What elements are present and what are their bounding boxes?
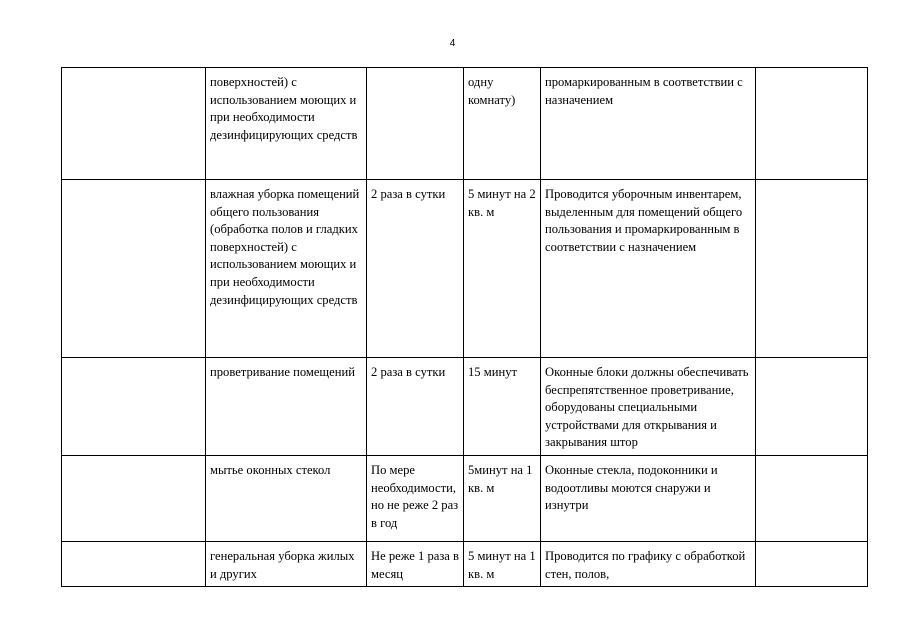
table-cell-activity: мытье оконных стекол — [206, 455, 367, 541]
table-cell-extra — [756, 541, 868, 586]
table-cell-number — [62, 358, 206, 456]
table-cell-number — [62, 455, 206, 541]
table-cell-number — [62, 68, 206, 180]
table-cell-number — [62, 180, 206, 358]
table-row — [62, 541, 868, 586]
table-cell-notes: Проводится по графику с обработкой стен, полов, — [541, 541, 756, 586]
table-cell-frequency: По мере необходимости, но не реже 2 раз в год — [367, 455, 464, 541]
table-cell-frequency: 2 раза в сутки — [367, 358, 464, 456]
table-row — [62, 180, 868, 358]
table-cell-notes: Оконные стекла, подоконники и водоотливы моются снаружи и изнутри — [541, 455, 756, 541]
table-cell-duration: 5 минут на 2 кв. м — [464, 180, 541, 358]
table-cell-notes: Оконные блоки должны обеспечивать беспрепятственное проветривание, оборудованы специальными устройствами для открывания и закрывания штор — [541, 358, 756, 456]
table-cell-frequency: 2 раза в сутки — [367, 180, 464, 358]
table-cell-extra — [756, 68, 868, 180]
table-cell-activity: проветривание помещений — [206, 358, 367, 456]
table-cell-extra — [756, 455, 868, 541]
table-cell-duration: 5 минут на 1 кв. м — [464, 541, 541, 586]
table-cell-extra — [756, 358, 868, 456]
table-row — [62, 68, 868, 180]
table-cell-frequency — [367, 68, 464, 180]
table-cell-number — [62, 541, 206, 586]
sanitation-schedule-table — [61, 67, 868, 587]
table-cell-notes: Проводится уборочным инвентарем, выделенным для помещений общего пользования и промаркированным в соответствии с назначением — [541, 180, 756, 358]
table-row — [62, 455, 868, 541]
table-cell-frequency: Не реже 1 раза в месяц — [367, 541, 464, 586]
table-row — [62, 358, 868, 456]
table-cell-notes: промаркированным в соответствии с назначением — [541, 68, 756, 180]
page-number: 4 — [449, 38, 456, 49]
table-cell-activity: влажная уборка помещений общего пользования (обработка полов и гладких поверхностей) с использованием моющих и при необходимости дезинфицирующих средств — [206, 180, 367, 358]
table-cell-extra — [756, 180, 868, 358]
table-cell-activity: генеральная уборка жилых и других — [206, 541, 367, 586]
table-cell-duration: одну комнату) — [464, 68, 541, 180]
table-cell-activity: поверхностей) с использованием моющих и при необходимости дезинфицирующих средств — [206, 68, 367, 180]
table-cell-duration: 5минут на 1 кв. м — [464, 455, 541, 541]
table-cell-duration: 15 минут — [464, 358, 541, 456]
